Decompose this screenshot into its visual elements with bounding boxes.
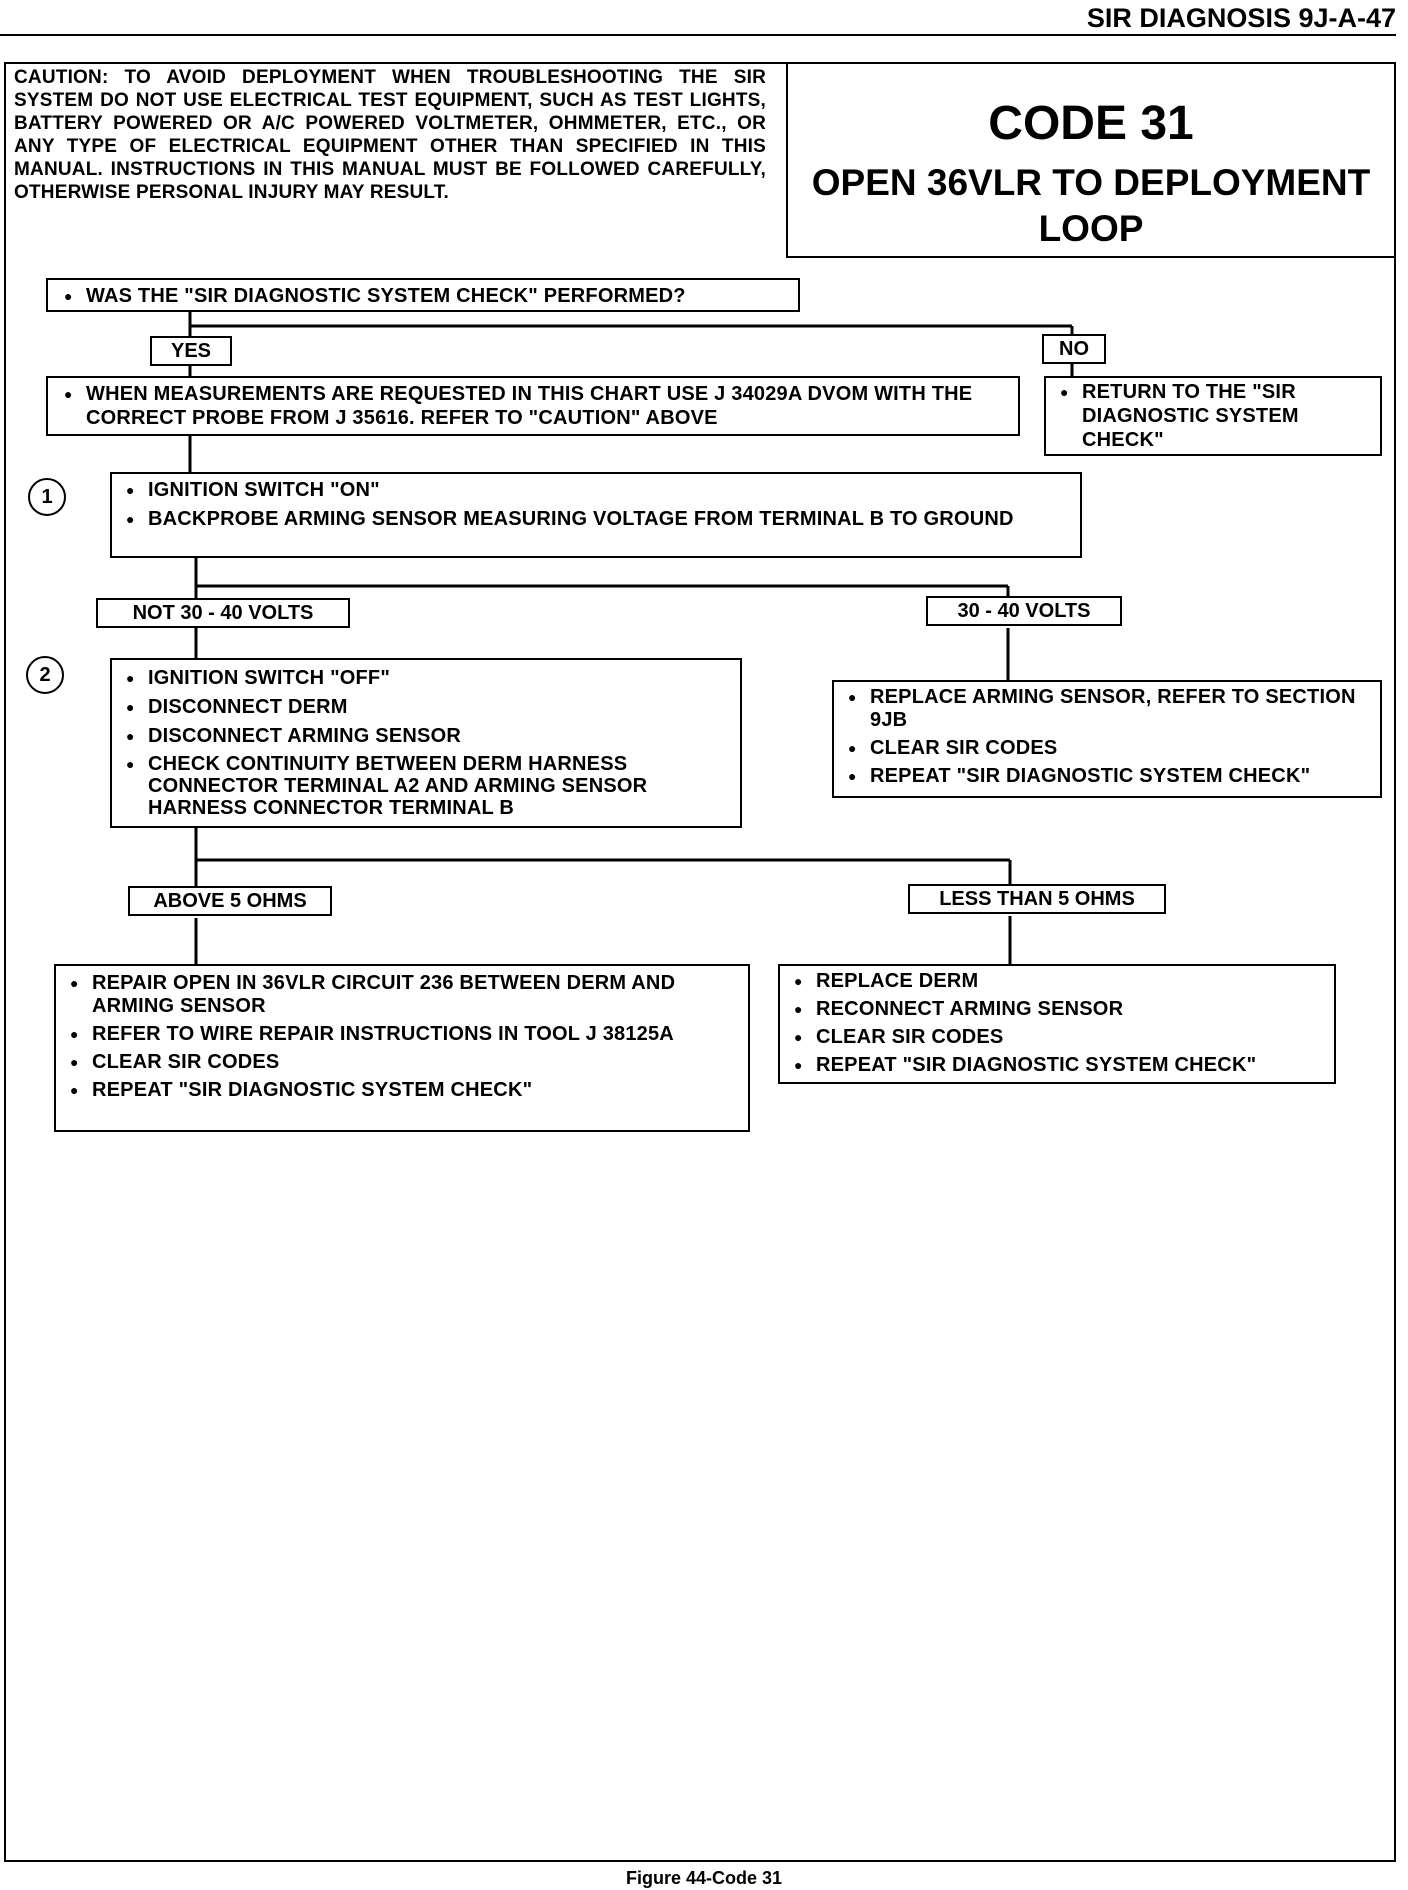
measurement-note: ● WHEN MEASUREMENTS ARE REQUESTED IN THIS CHART USE J 34029A DVOM WITH THE CORRECT PROBE FROM J 35616. REFER TO "CAUTION" ABOVE <box>60 382 1006 430</box>
replace-derm-item: ● RECONNECT ARMING SENSOR <box>790 998 1324 1021</box>
step-1-box <box>110 472 1082 558</box>
code-description: OPEN 36VLR TO DEPLOYMENT LOOP <box>811 162 1371 249</box>
repair-open-item: ● REFER TO WIRE REPAIR INSTRUCTIONS IN TOOL J 38125A <box>66 1023 738 1046</box>
repair-open-item: ● REPAIR OPEN IN 36VLR CIRCUIT 236 BETWEEN DERM AND ARMING SENSOR <box>66 972 738 1018</box>
step-1-marker: 1 <box>28 478 66 516</box>
step-2-item: ● DISCONNECT ARMING SENSOR <box>122 724 730 748</box>
repair-open-box <box>54 964 750 1132</box>
step-2-box <box>110 658 742 828</box>
step-1-item: ● IGNITION SWITCH "ON" <box>122 478 1070 502</box>
yes-label: YES <box>150 336 232 366</box>
replace-arming-sensor-box <box>832 680 1382 798</box>
repair-open-item: ● REPEAT "SIR DIAGNOSTIC SYSTEM CHECK" <box>66 1079 738 1102</box>
step-2-item: ● CHECK CONTINUITY BETWEEN DERM HARNESS CONNECTOR TERMINAL A2 AND ARMING SENSOR HARNESS CONNECTOR TERMINAL B <box>122 753 730 819</box>
replace-derm-item: ● CLEAR SIR CODES <box>790 1026 1324 1049</box>
30-40-volts-label: 30 - 40 VOLTS <box>926 596 1122 626</box>
measurement-note-box <box>46 376 1020 436</box>
step-2-marker: 2 <box>26 656 64 694</box>
replace-sensor-item: ● REPLACE ARMING SENSOR, REFER TO SECTION 9JB <box>844 686 1370 732</box>
no-label: NO <box>1042 334 1106 364</box>
not-30-40-volts-label: NOT 30 - 40 VOLTS <box>96 598 350 628</box>
step-2-item: ● DISCONNECT DERM <box>122 695 730 719</box>
return-instruction: ● RETURN TO THE "SIR DIAGNOSTIC SYSTEM CHECK" <box>1056 380 1370 452</box>
figure-caption: Figure 44-Code 31 <box>625 1868 783 1888</box>
start-question-box <box>46 278 800 312</box>
replace-derm-item: ● REPEAT "SIR DIAGNOSTIC SYSTEM CHECK" <box>790 1054 1324 1077</box>
replace-derm-item: ● REPLACE DERM <box>790 970 1324 993</box>
less-than-5-ohms-label: LESS THAN 5 OHMS <box>908 884 1166 914</box>
code-title: CODE 31 <box>988 97 1194 150</box>
above-5-ohms-label: ABOVE 5 OHMS <box>128 886 332 916</box>
step-2-item: ● IGNITION SWITCH "OFF" <box>122 666 730 690</box>
start-question: ● WAS THE "SIR DIAGNOSTIC SYSTEM CHECK" PERFORMED? <box>60 284 786 308</box>
replace-derm-box <box>778 964 1336 1084</box>
caution-text: CAUTION: TO AVOID DEPLOYMENT WHEN TROUBLESHOOTING THE SIR SYSTEM DO NOT USE ELECTRICAL TEST EQUIPMENT, SUCH AS TEST LIGHTS, BATTERY POWERED OR A/C POWERED VOLTMETER, OHMMETER, ETC., OR ANY TYPE OF ELECTRICAL EQUIPMENT OTHER THAN SPECIFIED IN THIS MANUAL. INSTRUCTIONS IN THIS MANUAL MUST BE FOLLOWED CAREFULLY, OTHERWISE PERSONAL INJURY MAY RESULT. <box>14 67 766 203</box>
page-header-title: SIR DIAGNOSIS 9J-A-47 <box>1086 3 1396 33</box>
replace-sensor-item: ● CLEAR SIR CODES <box>844 737 1370 760</box>
return-check-box <box>1044 376 1382 456</box>
repair-open-item: ● CLEAR SIR CODES <box>66 1051 738 1074</box>
step-1-item: ● BACKPROBE ARMING SENSOR MEASURING VOLTAGE FROM TERMINAL B TO GROUND <box>122 507 1070 531</box>
replace-sensor-item: ● REPEAT "SIR DIAGNOSTIC SYSTEM CHECK" <box>844 765 1370 788</box>
